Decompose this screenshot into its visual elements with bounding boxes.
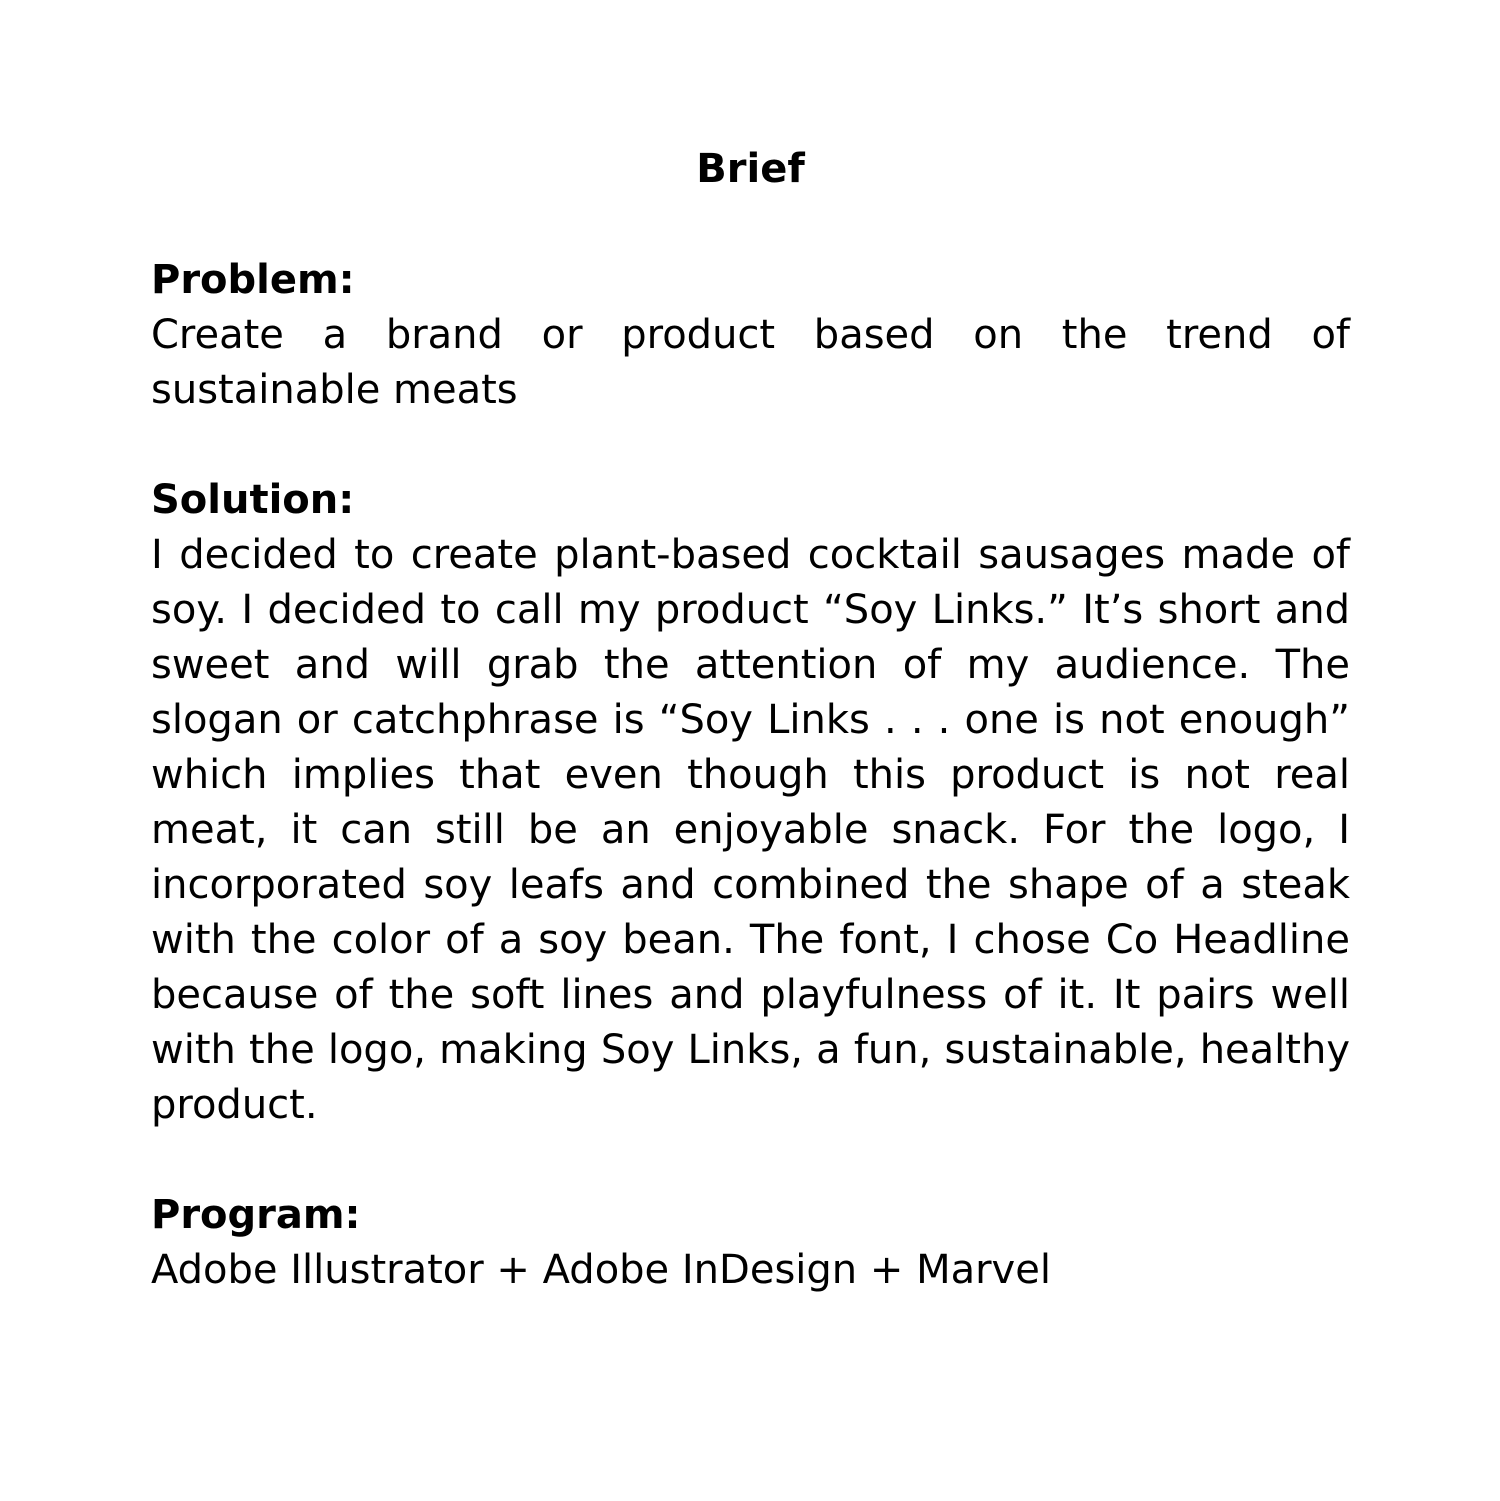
problem-heading: Problem:: [151, 257, 355, 303]
solution-body: I decided to create plant-based cocktail sausages made of soy. I decided to call my product “Soy Links.” It’s short and sweet and will grab the attention of my audience. The slogan or catchphrase is “Soy Links . . . one is not enough” which implies that even though this product is not real meat, it can still be an enjoyable snack. For the logo, I incorporated soy leafs and combined the shape of a steak with the color of a soy bean. The font, I chose Co Headline because of the soft lines and playfulness of it. It pairs well with the logo, making Soy Links, a fun, sustainable, healthy product.: [151, 532, 1350, 1128]
program-section: [151, 1188, 1350, 1298]
solution-heading: Solution:: [151, 477, 355, 523]
program-body: Adobe Illustrator + Adobe InDesign + Marvel: [151, 1247, 1051, 1293]
problem-section: [151, 253, 1350, 418]
program-heading: Program:: [151, 1192, 361, 1238]
solution-section: [151, 473, 1350, 1133]
problem-body: Create a brand or product based on the trend of sustainable meats: [151, 312, 1350, 413]
page-title: Brief: [696, 146, 805, 192]
